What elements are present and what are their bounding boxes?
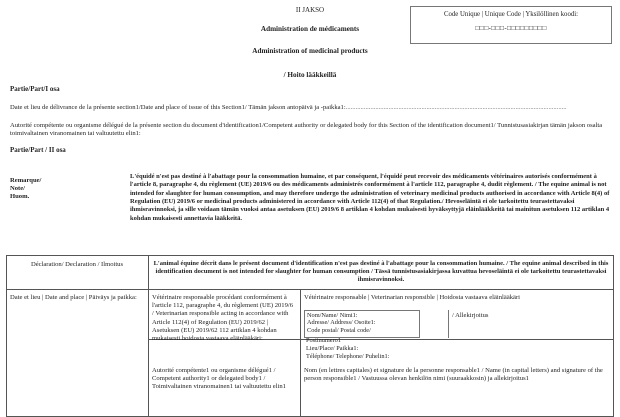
vet-procedure-text: Vétérinaire responsable procédant conformément à l'article 112, paragraphe 4, du règlement (UE) 2019/6 / Veterinarian responsible acting in accordance with Article 112(4) of Regulation (EU) 2019/62 | Asetuksen (EU) 2019/62 112 artiklan 4 kohdan mukaisesti hoidosta vastaava eläinlääkäri:	[152, 294, 294, 343]
remark-label-fr: Remarque/	[10, 177, 42, 184]
vet-name-line: Nom/Name/ Nimi1:	[307, 312, 358, 319]
unique-code-field[interactable]: □□□-□□□-□□□□□□□□□	[475, 25, 547, 32]
declaration-text: L'animal équine décrit dans le présent document d'identification n'est pas destiné à l'abattage pour la consommation humaine. / The equine animal described in this identification document is not intended for slaughter for human consumption / Tässä tunnistusasiakirjassa kuvattua hevoseläintä ei ole tarkoitettu teurastettavaksi ihmisravinnoksi.	[153, 260, 609, 284]
table-right-border	[613, 255, 614, 416]
remark-text: L'équidé n'est pas destiné à l'abattage pour la consommation humaine, et par conséquent, l'équidé peut recevoir des médicaments vétérinaires autorisés conformément à l'article 8, paragraphe 4, du règlement (UE) 2019/6 ou des médicaments administrés conformément à l'article 112, paragraphe 4, dudit règlement. / The equine animal is not intended for slaughter for human consumption, and may therefore undergo the administration of veterinary medicinal products authorised in accordance with Article 8(4) of Regulation (EU) 2019/6 or medicinal products administered in accordance with Article 112(4) of that Regulation./ Hevoseläintä ei ole tarkoitettu teurastettavaksi ihmisravinnoksi, ja sille voidaan tämän vuoksi antaa asetuksen (EU) 2019/6 8 artiklan 4 kohdan mukaisesti hyväksyttyjä eläinlääkkeitä tai mainitun asetuksen 112 artiklan 4 kohdan mukaisesti annettavia lääkkeitä.	[130, 173, 610, 222]
issue-date-label: Date et lieu de délivrance de la présente section1/Date and place of issue of this Section1/ Tämän jakson antopäivä ja -paikka1:	[10, 104, 346, 111]
table-col-divider-1	[148, 255, 149, 416]
authority-line: Autorité compétente ou organisme délégué de la présente section du document d'identification1/Competent authority or delegated body for this Section of the identification document1/ Tunnistusasiakirjan tämän jakson osalta toimivaltainen viranomainen tai valtuutettu elin1:	[10, 122, 603, 138]
person-signature-label: Nom (en lettres capitales) et signature de la personne responsable1 / Name (in capital letters) and signature of the person responsible1 / Vastuussa olevan henkilön nimi (suuraakkosin) ja allekirjoitus1	[304, 367, 603, 383]
remark-label	[10, 177, 70, 202]
table-left-border	[6, 255, 7, 416]
date-place-label: Date et lieu | Date and place | Päiväys ja paikka:	[10, 294, 137, 301]
part-two-heading: Partie/Part / II osa	[10, 146, 66, 154]
table-col-divider-2	[300, 289, 301, 416]
signature-label: / Allekirjoitus	[452, 312, 489, 319]
vet-place-line: Lieu/Place/ Paikka1:	[306, 345, 359, 352]
declaration-header: Déclaration/ Declaration / Ilmoitus	[30, 261, 124, 268]
table-header-border	[6, 289, 614, 290]
unique-code-box	[410, 6, 612, 44]
unique-code-label: Code Unique | Unique Code | Yksilöllinen koodi:	[443, 11, 579, 18]
vet-contact-box[interactable]	[304, 310, 420, 338]
title-finnish: / Hoito lääkkeillä	[283, 71, 337, 79]
title-english: Administration of medicinal products	[252, 47, 368, 55]
title-french: Administration de médicaments	[260, 25, 360, 33]
signature-divider	[448, 310, 449, 338]
authority-signature-label: Autorité compétente1 ou organisme délégué1 / Competent authority1 or delegated body1 / Toimivaltainen viranomainen1 tai valtuutettu elin1	[152, 367, 286, 391]
vet-phone-line: Téléphone/ Telephone/ Puhelin1:	[306, 353, 390, 360]
vet-responsible-header: Vétérinaire responsable | Veterinarian responsible | Hoidosta vastaava eläinlääkäri	[304, 294, 520, 301]
vet-postal-line: Code postal/ Postal code/	[307, 326, 371, 334]
section-number: II JAKSO	[295, 6, 325, 14]
part-one-heading: Partie/Part/I osa	[10, 85, 60, 93]
remark-label-fi: Huom.	[10, 193, 30, 201]
vet-address-line: Adresse/ Address/ Osoite1:	[307, 319, 376, 327]
remark-label-en: Note/	[10, 185, 26, 193]
issue-date-line: Date et lieu de délivrance de la présente section1/Date and place of issue of this Section1/ Tämän jakson antopäivä ja -paikka1:......................................................................................................................................	[10, 104, 567, 111]
table-top-border	[6, 255, 614, 256]
vet-postal-fi: Postinumero1	[306, 337, 341, 344]
